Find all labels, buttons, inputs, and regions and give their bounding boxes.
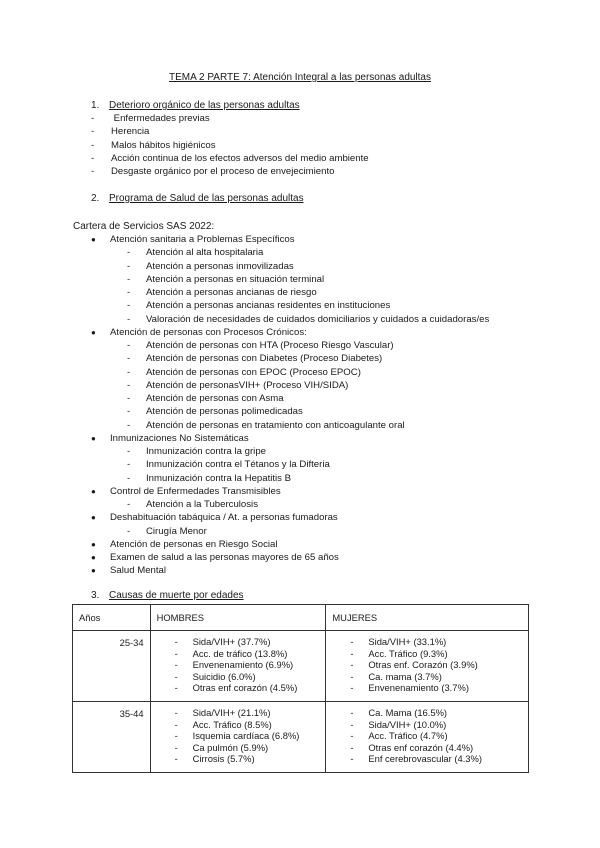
bullet-item-text: Control de Enfermedades Transmisibles: [110, 485, 281, 497]
header-age: Años: [73, 605, 151, 631]
age-cell: 25-34: [73, 631, 151, 702]
dash-marker: -: [127, 300, 131, 312]
sub-item: [127, 445, 266, 458]
cartera-label: Cartera de Servicios SAS 2022:: [73, 221, 215, 232]
bullet-item-text: Deshabituación tabáquica / At. a personas fumadoras: [110, 512, 338, 524]
sub-item-text: Atención de personas con HTA (Proceso Riesgo Vascular): [146, 340, 394, 351]
bullet-marker: ●: [91, 539, 96, 549]
bullet-item: [91, 564, 166, 577]
sub-item: [127, 525, 207, 538]
dash-marker: -: [127, 287, 131, 298]
cause-text: Envenenamiento (6.9%): [192, 659, 294, 671]
bullet-marker: ●: [91, 486, 96, 496]
dash-marker: -: [91, 153, 95, 164]
cause-text: Otras enf corazón (4.4%): [368, 741, 474, 753]
bullet-marker: ●: [91, 235, 96, 244]
cause-text: Cirrosis (5.7%): [192, 753, 255, 765]
section-1-heading: [91, 100, 300, 111]
sub-item: [127, 273, 324, 286]
bullet-item: [91, 485, 281, 498]
bullet-item-text: Inmunizaciones No Sistemáticas: [110, 432, 249, 444]
dash-marker: -: [91, 126, 95, 137]
cause-text: Enf cerebrovascular (4.3%): [368, 753, 482, 765]
cause-text: Otras enf. Corazón (3.9%): [368, 659, 478, 671]
cause-item: [326, 707, 528, 719]
cause-text: Acc. Tráfico (4.7%): [368, 730, 448, 742]
women-cell: [326, 701, 529, 772]
bullet-marker: ●: [91, 553, 96, 562]
dash-marker: -: [350, 706, 354, 718]
cause-item: [151, 719, 326, 731]
bullet-item-text: Atención de personas con Procesos Crónicos:: [110, 326, 307, 338]
dash-marker: -: [350, 682, 354, 694]
dash-marker: -: [127, 419, 131, 431]
men-cell: [150, 631, 326, 702]
sub-item-text: Atención a personas en situación terminal: [146, 273, 325, 285]
sub-item-text: Atención de personas con Diabetes (Proceso Diabetes): [146, 353, 383, 365]
section-1-number: 1.: [91, 100, 100, 111]
dash-marker: -: [174, 706, 178, 718]
cause-item: [151, 742, 326, 754]
list-item: [91, 165, 334, 178]
dash-marker: -: [127, 459, 131, 471]
sub-item-text: Atención al alta hospitalaria: [146, 247, 264, 259]
sub-item: [127, 392, 284, 405]
dash-marker: -: [350, 636, 354, 647]
age-cell: 35-44: [73, 701, 151, 772]
cause-item: [326, 719, 528, 731]
list-item-text: Desgaste orgánico por el proceso de envejecimiento: [111, 166, 335, 177]
dash-marker: -: [127, 499, 131, 510]
section-3-number: 3.: [91, 590, 100, 601]
dash-marker: -: [127, 472, 131, 484]
sub-item-text: Atención de personasVIH+ (Proceso VIH/SIDA): [146, 379, 349, 391]
sub-item-text: Inmunización contra el Tétanos y la Difteria: [146, 459, 330, 471]
cause-item: [326, 636, 528, 648]
sub-item: [127, 458, 330, 471]
section-2-number: 2.: [91, 193, 100, 204]
sub-item: [127, 352, 382, 365]
list-item: [91, 139, 216, 152]
sub-item-text: Atención de personas en tratamiento con anticoagulante oral: [146, 419, 405, 431]
sub-item-text: Cirugía Menor: [146, 525, 207, 537]
sub-item-text: Atención de personas con EPOC (Proceso EPOC): [146, 366, 361, 378]
dash-marker: -: [350, 718, 354, 730]
cause-text: Isquemia cardíaca (6.8%): [192, 730, 300, 742]
sub-item: [127, 313, 489, 326]
dash-marker: -: [350, 753, 354, 765]
cause-item: [151, 753, 326, 765]
sub-item: [127, 498, 258, 511]
dash-marker: -: [127, 273, 131, 285]
bullet-marker: ●: [91, 566, 96, 576]
cause-item: [326, 742, 528, 754]
cause-text: Sida/VIH+ (33.1%): [368, 636, 447, 647]
cause-item: [326, 671, 528, 683]
dash-marker: -: [127, 525, 131, 537]
sub-item: [127, 246, 263, 259]
dash-marker: -: [350, 741, 354, 753]
section-1-title: Deterioro orgánico de las personas adultas: [109, 100, 300, 111]
dash-marker: -: [127, 393, 131, 404]
sub-item-text: Atención de personas polimedicadas: [146, 406, 303, 418]
men-cell: [150, 701, 326, 772]
sub-item: [127, 339, 394, 352]
list-item: [91, 152, 369, 165]
dash-marker: -: [127, 353, 131, 365]
cause-text: Suicidio (6.0%): [192, 670, 256, 682]
sub-item-text: Inmunización contra la Hepatitis B: [146, 472, 292, 484]
sub-item-text: Atención a personas ancianas residentes en instituciones: [146, 300, 391, 312]
sub-item: [127, 260, 294, 273]
dash-marker: -: [350, 647, 354, 659]
header-women: MUJERES: [326, 605, 529, 631]
dash-marker: -: [350, 659, 354, 671]
cause-text: Sida/VIH+ (10.0%): [368, 718, 447, 730]
dash-marker: -: [91, 140, 95, 151]
list-item-text: Malos hábitos higiénicos: [111, 140, 216, 151]
table-row: [73, 631, 529, 702]
bullet-item: [91, 551, 339, 564]
bullet-item-text: Examen de salud a las personas mayores de 65 años: [110, 552, 339, 563]
cause-text: Acc. Tráfico (9.3%): [368, 647, 448, 659]
sub-item: [127, 299, 390, 312]
dash-marker: -: [91, 166, 95, 177]
sub-item-text: Atención de personas con Asma: [146, 393, 284, 404]
section-2-title: Programa de Salud de las personas adultas: [109, 193, 304, 204]
bullet-item: [91, 511, 338, 524]
dash-marker: -: [350, 730, 354, 742]
dash-marker: -: [91, 113, 95, 124]
sub-item: [127, 379, 348, 392]
cause-text: Ca. Mama (16.5%): [368, 706, 448, 718]
sub-item: [127, 405, 303, 418]
cause-text: Acc. Tráfico (8.5%): [192, 718, 272, 730]
bullet-item: [91, 432, 249, 445]
sub-item: [127, 366, 361, 379]
dash-marker: -: [174, 741, 178, 753]
table-row: [73, 701, 529, 772]
bullet-marker: ●: [91, 513, 96, 523]
sub-item-text: Valoración de necesidades de cuidados domiciliarios y cuidados a cuidadoras/es: [146, 313, 490, 325]
bullet-marker: ●: [91, 433, 96, 443]
dash-marker: -: [127, 247, 131, 259]
cause-item: [151, 730, 326, 742]
cause-item: [326, 682, 528, 694]
cause-item: [326, 648, 528, 660]
list-item: [91, 125, 149, 138]
dash-marker: -: [127, 313, 131, 325]
dash-marker: -: [174, 682, 178, 694]
cause-text: Ca. mama (3.7%): [368, 670, 442, 682]
sub-item-text: Inmunización contra la gripe: [146, 446, 266, 457]
dash-marker: -: [174, 670, 178, 682]
women-cell: [326, 631, 529, 702]
sub-item-text: Atención a la Tuberculosis: [146, 499, 258, 510]
list-item-text: Acción continua de los efectos adversos del medio ambiente: [111, 153, 369, 164]
sub-item-text: Atención a personas inmovilizadas: [146, 260, 294, 272]
bullet-item: [91, 233, 295, 246]
dash-marker: -: [174, 730, 178, 742]
list-item-text: Enfermedades previas: [111, 113, 210, 124]
bullet-item: [91, 326, 307, 339]
cause-text: Ca pulmón (5.9%): [192, 741, 269, 753]
dash-marker: -: [127, 406, 131, 418]
cause-item: [326, 753, 528, 765]
cause-item: [151, 682, 326, 694]
section-3-heading: [91, 590, 244, 601]
cause-item: [151, 707, 326, 719]
dash-marker: -: [174, 636, 178, 647]
dash-marker: -: [127, 366, 131, 378]
bullet-item-text: Atención sanitaria a Problemas Específicos: [110, 234, 295, 245]
cause-item: [326, 659, 528, 671]
dash-marker: -: [350, 670, 354, 682]
dash-marker: -: [174, 647, 178, 659]
header-men: HOMBRES: [150, 605, 326, 631]
cause-text: Sida/VIH+ (37.7%): [192, 636, 271, 647]
dash-marker: -: [127, 340, 131, 351]
cause-text: Acc. de tráfico (13.8%): [192, 647, 288, 659]
sub-item: [127, 419, 405, 432]
list-item-text: Herencia: [111, 126, 150, 137]
bullet-item: [91, 538, 277, 551]
list-item: [91, 112, 210, 125]
sub-item: [127, 286, 317, 299]
cause-text: Otras enf corazón (4.5%): [192, 682, 298, 694]
sub-item: [127, 472, 291, 485]
cause-item: [326, 730, 528, 742]
cause-item: [151, 671, 326, 683]
bullet-item-text: Atención de personas en Riesgo Social: [110, 538, 278, 550]
cause-text: Envenenamiento (3.7%): [368, 682, 469, 694]
table-header-row: [73, 605, 529, 631]
dash-marker: -: [174, 659, 178, 671]
bullet-item-text: Salud Mental: [110, 565, 166, 577]
cause-item: [151, 659, 326, 671]
section-3-title: Causas de muerte por edades: [109, 590, 244, 601]
cause-item: [151, 636, 326, 648]
dash-marker: -: [174, 753, 178, 765]
document-title: TEMA 2 PARTE 7: Atención Integral a las personas adultas: [169, 72, 431, 83]
cause-text: Sida/VIH+ (21.1%): [192, 706, 271, 718]
dash-marker: -: [174, 718, 178, 730]
section-2-heading: [91, 193, 304, 204]
dash-marker: -: [127, 260, 131, 272]
bullet-marker: ●: [91, 327, 96, 337]
dash-marker: -: [127, 379, 131, 391]
sub-item-text: Atención a personas ancianas de riesgo: [146, 287, 317, 298]
causes-of-death-table: [72, 604, 529, 773]
cause-item: [151, 648, 326, 660]
dash-marker: -: [127, 446, 131, 457]
